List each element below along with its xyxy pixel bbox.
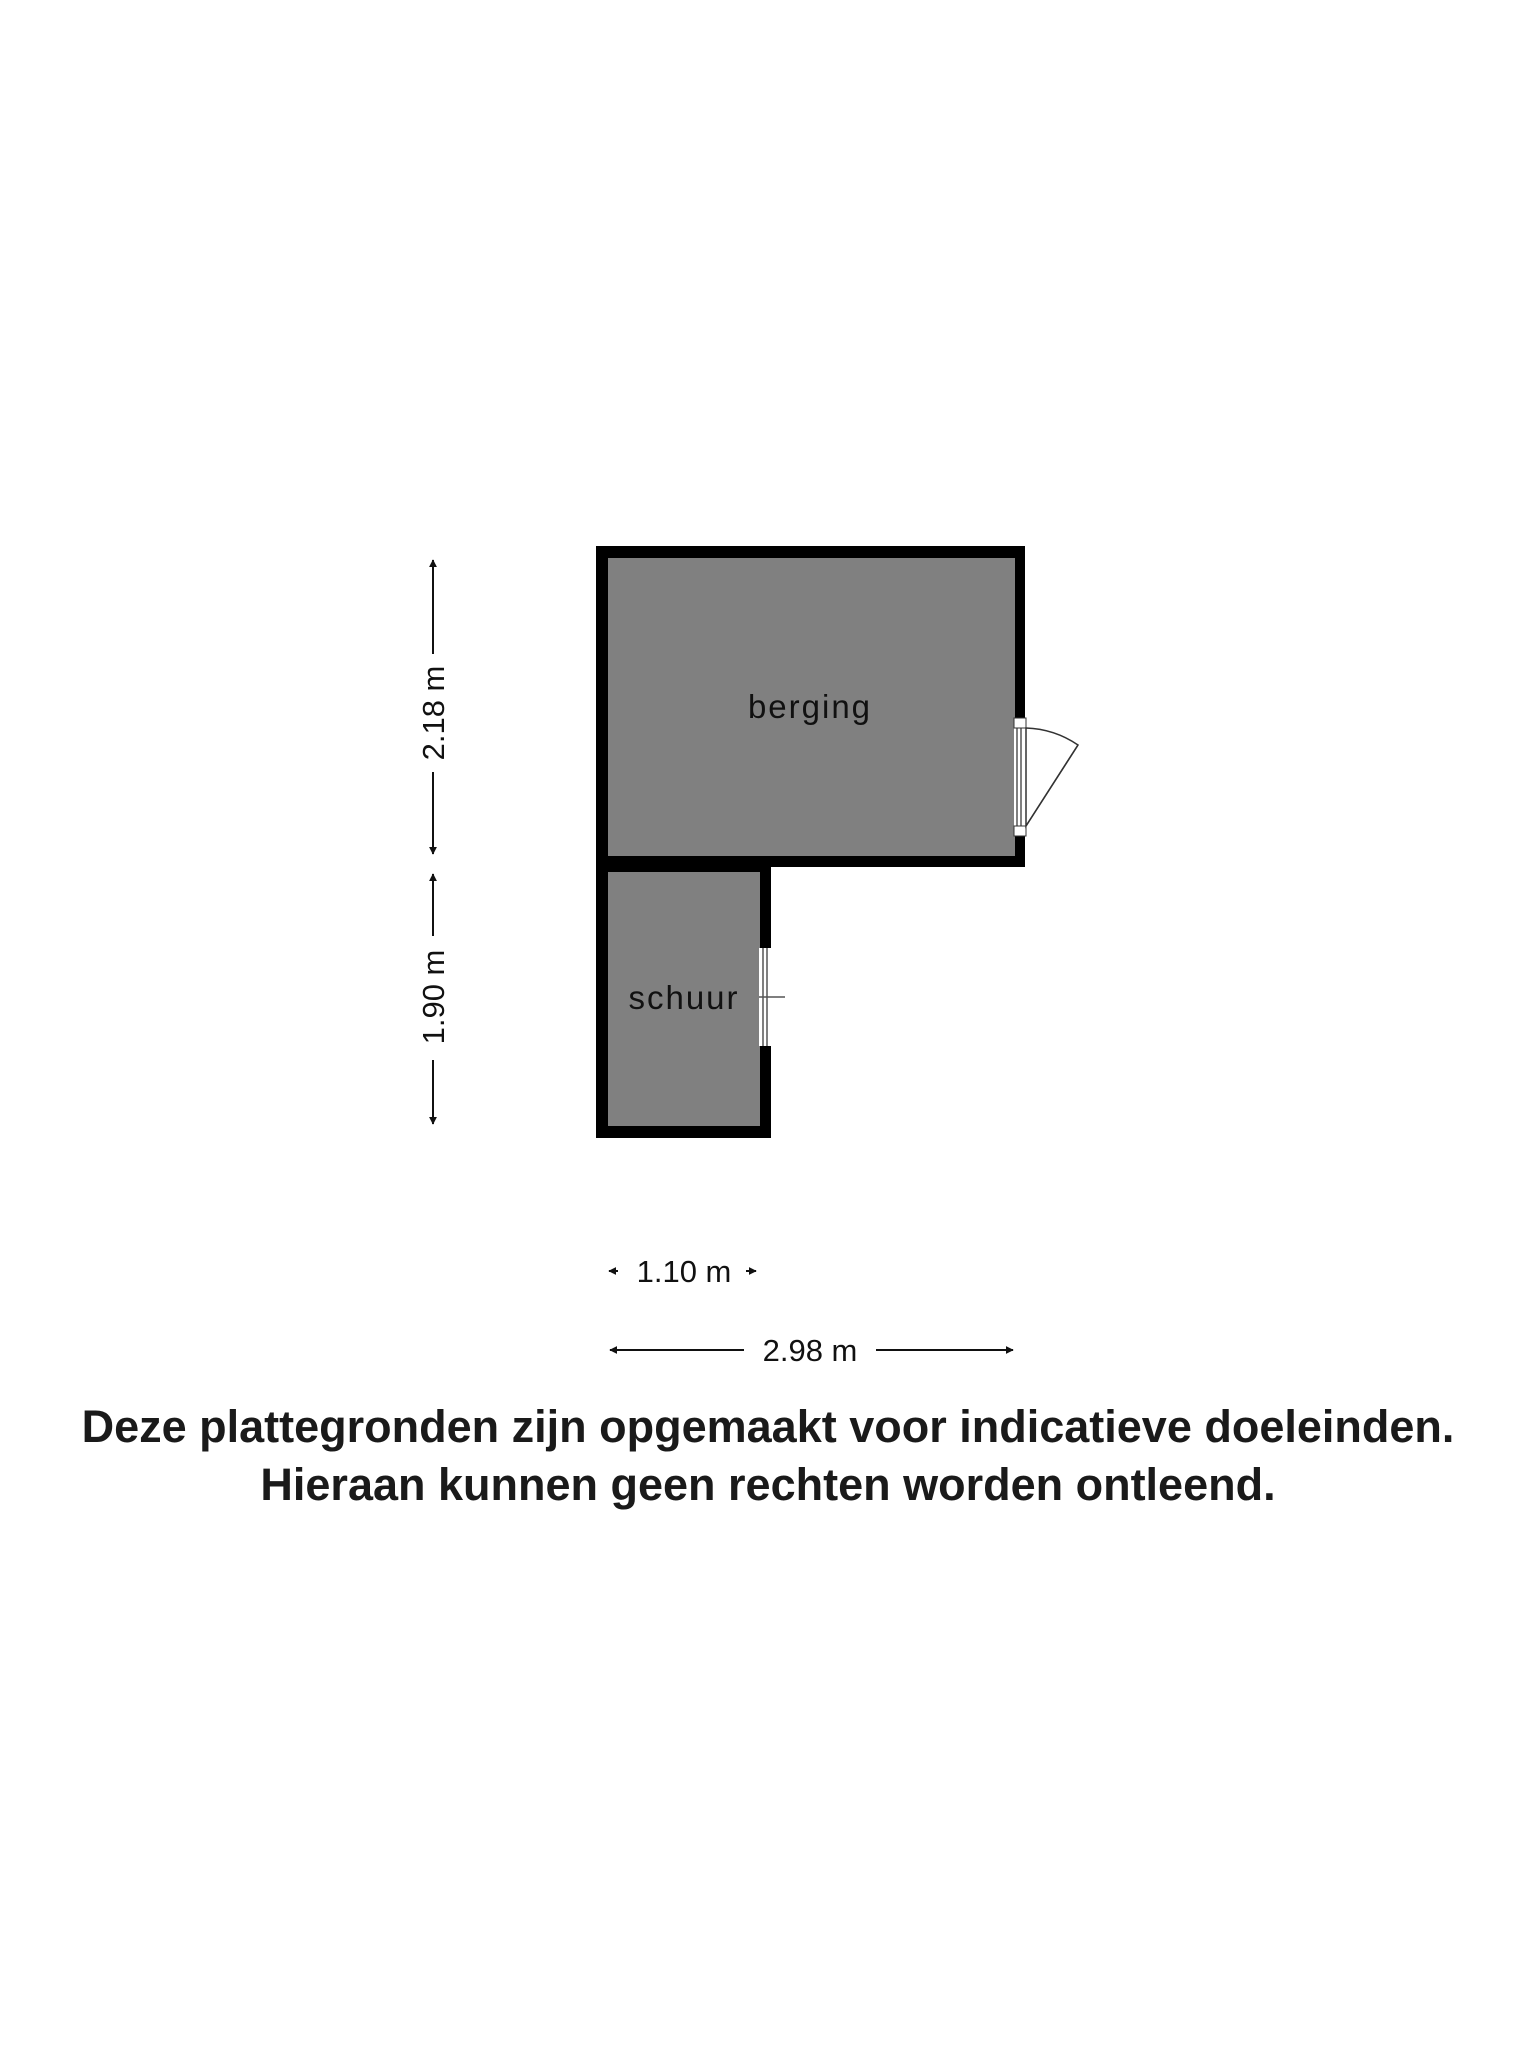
- dimension-label-width-small: 1.10 m: [636, 1254, 732, 1289]
- room-label-schuur: schuur: [628, 979, 740, 1016]
- room-label-berging: berging: [747, 688, 873, 725]
- window-schuur: [759, 948, 785, 1046]
- dimension-height-bottom: [416, 874, 451, 1124]
- dimension-label-width-total: 2.98 m: [762, 1333, 858, 1368]
- dimension-width-small: [609, 1254, 756, 1289]
- dimension-label-height-top: 2.18 m: [416, 665, 451, 761]
- disclaimer-line-2: Hieraan kunnen geen rechten worden ontleend.: [260, 1459, 1276, 1510]
- dimension-height-top: [416, 560, 451, 854]
- dimension-label-height-bottom: 1.90 m: [416, 949, 451, 1045]
- dimension-width-total: [610, 1333, 1013, 1368]
- disclaimer-line-1: Deze plattegronden zijn opgemaakt voor indicatieve doeleinden.: [81, 1401, 1455, 1452]
- door-berging: [1014, 718, 1078, 836]
